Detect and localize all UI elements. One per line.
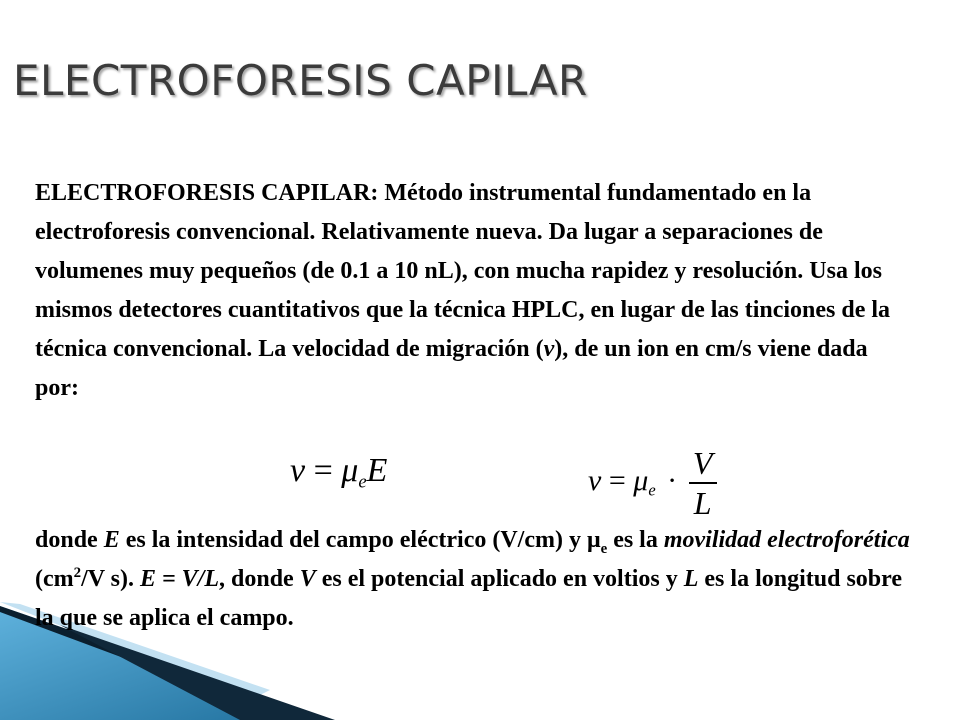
equation-velocity-potential [588,444,717,522]
expl-text-3: es la [607,527,664,553]
equation-velocity-field [290,452,387,494]
paragraph-definition [35,174,915,408]
expl-sup: 2 [73,565,82,581]
expl-text-5: /V s). [81,566,140,592]
eq2-mu-sub: e [648,480,656,500]
eq2-v: v [588,463,602,497]
velocity-symbol: v [543,336,555,362]
eq1-mu: μ [341,452,359,489]
expl-text-6: , donde [219,566,300,592]
expl-text-1: donde [35,527,104,553]
definition-text-end: ), de un ion en cm/s viene dada por: [35,336,868,401]
expl-mu-sub: e [600,540,608,557]
expl-V: V [299,566,316,592]
eq2-denominator: L [693,485,712,521]
expl-E: E [103,527,120,553]
eq2-dot: · [667,463,678,497]
expl-text-8: es la longitud sobre la que se aplica el campo. [35,566,902,631]
expl-text-7: es el potencial aplicado en voltios y [315,566,684,592]
eq2-numerator: V [692,445,713,481]
page-title: ELECTROFORESIS CAPILAR [13,56,588,105]
expl-formula: E = V/L [139,566,220,592]
eq2-mu: μ [633,463,649,497]
eq1-mu-sub: e [358,471,367,493]
eq2-equals: = [608,463,626,497]
expl-L: L [683,566,699,592]
expl-text-4: (cm [35,566,74,592]
paragraph-explanation [35,521,915,638]
eq1-equals: = [313,452,333,489]
expl-text-2: es la intensidad del campo eléctrico (V/cm) y μ [119,527,601,553]
definition-lead: ELECTROFORESIS CAPILAR: [35,180,379,206]
eq1-E: E [366,452,388,489]
expl-term: movilidad electroforética [663,527,910,553]
eq2-fraction [689,444,717,522]
definition-text: Método instrumental fundamentado en la electroforesis convencional. Relativamente nueva. Da lugar a separaciones de volumenes muy pequeños (de 0.1 a 10 nL), con mucha rapidez y resolución. Usa los mismos detectores cuantitativos que la técnica HPLC, en lugar de las tinciones de la técnica convencional. La velocidad de migración ( [35,180,891,362]
eq1-v: v [290,452,306,489]
